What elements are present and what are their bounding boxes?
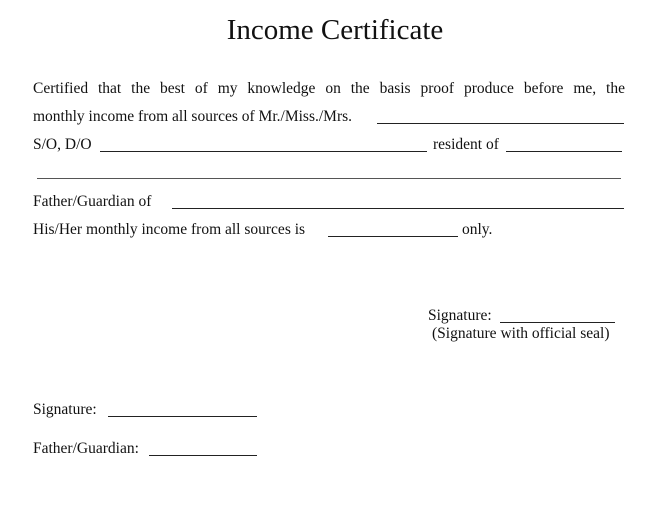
word: of [194,80,208,97]
resident-of-label: resident of [433,136,499,153]
word: me, [573,80,597,97]
official-signature-field[interactable] [500,322,615,323]
word: before [523,80,564,97]
word: my [217,80,238,97]
monthly-income-suffix: only. [462,221,493,238]
applicant-signature-field[interactable] [108,416,257,417]
word: the [131,80,151,97]
page-title: Income Certificate [226,14,444,46]
father-guardian-of-field[interactable] [172,208,624,209]
paragraph-line-1 [33,79,625,99]
address-field[interactable] [37,178,621,179]
word: knowledge [247,80,316,97]
word: Certified [33,80,89,97]
applicant-name-field[interactable] [377,123,624,124]
guardian-signature-label: Father/Guardian: [33,440,139,457]
word: that [98,80,122,97]
applicant-name-label: monthly income from all sources of Mr./Miss./Mrs. [33,108,353,125]
word: best [160,80,185,97]
applicant-signature-label: Signature: [33,401,97,418]
parent-name-field[interactable] [100,151,427,152]
monthly-income-label: His/Her monthly income from all sources is [33,221,306,238]
father-guardian-of-label: Father/Guardian of [33,193,152,210]
word: the [350,80,370,97]
word: the [606,80,625,97]
resident-of-field[interactable] [506,151,622,152]
official-signature-label: Signature: [428,307,492,324]
parent-name-label: S/O, D/O [33,136,92,153]
guardian-signature-field[interactable] [149,455,257,456]
word: basis [379,80,411,97]
word: produce [463,80,514,97]
monthly-income-field[interactable] [328,236,458,237]
word: proof [420,80,455,97]
official-seal-note: (Signature with official seal) [432,325,610,342]
word: on [325,80,341,97]
